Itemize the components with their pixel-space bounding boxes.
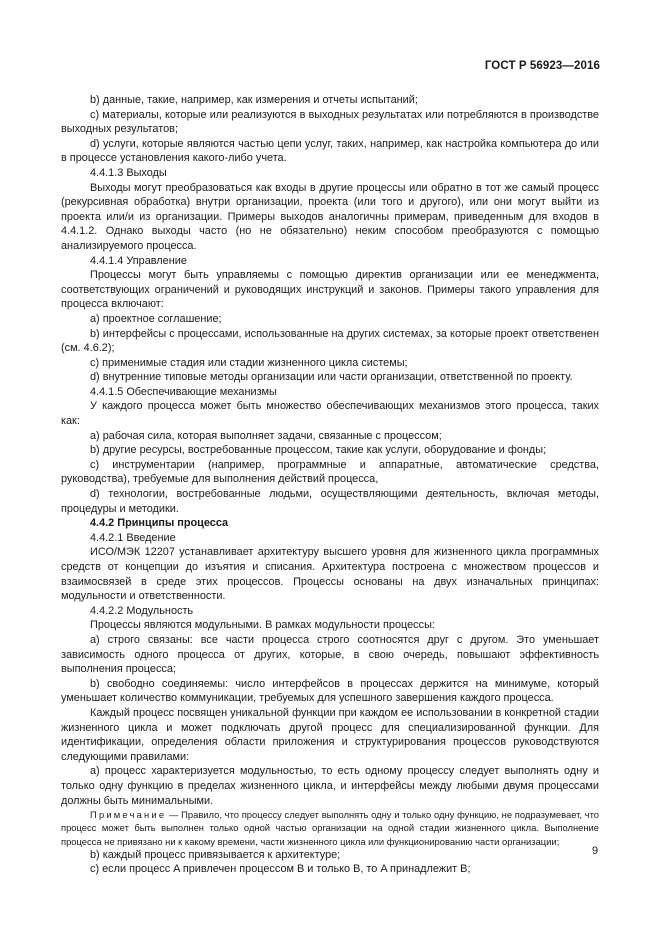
body-paragraph: b) интерфейсы с процессами, использованные на других системах, за которые проект ответственен (см. 4.6.2);: [61, 327, 599, 355]
body-paragraph: c) материалы, которые или реализуются в выходных результатах или потребляются в производстве выходных результатов;: [61, 108, 599, 136]
note-label: Примечание: [90, 809, 167, 821]
body-paragraph: b) свободно соединяемы: число интерфейсов в процессах держится на минимуме, который уменьшает количество коммуникации, требуемых для успешного завершения каждого процесса.: [61, 677, 599, 705]
document-header: ГОСТ Р 56923—2016: [484, 60, 600, 72]
body-paragraph: a) строго связаны: все части процесса строго соотносятся друг с другом. Это уменьшает зависимость одного процесса от других, которые, в свою очередь, повышают эффективность выполнения процесса;: [61, 633, 599, 676]
note-block: [61, 808, 599, 848]
body-paragraph: d) технологии, востребованные людьми, осуществляющими деятельность, включая методы, процедуры и методики.: [61, 488, 599, 515]
body-paragraph: Процессы являются модульными. В рамках модульности процессы:: [90, 619, 435, 632]
page-number: 9: [591, 845, 598, 857]
body-paragraphs-bottom: [61, 848, 599, 877]
body-paragraph: c) инструментарии (например, программные и аппаратные, автоматические средства, руководства), требуемые для выполнения действий процесса,: [61, 458, 599, 486]
section-heading: 4.4.1.5 Обеспечивающие механизмы: [90, 385, 277, 398]
body-paragraph: a) рабочая сила, которая выполняет задачи, связанные с процессом;: [90, 429, 442, 442]
body-paragraph: d) услуги, которые являются частью цепи услуг, таких, например, как настройка компьютера до или в процессе установления какого-либо учета.: [61, 137, 599, 165]
section-heading: 4.4.2 Принципы процесса: [90, 517, 229, 530]
body-paragraph: Каждый процесс посвящен уникальной функции при каждом ее использовании в конкретной стадии жизненного цикла и может подключать другой процесс для специализированной функции. Для идентификации, определения области приложения и структурирования процессов руководствуются следующими правилами:: [61, 706, 599, 763]
section-heading: 4.4.2.2 Модульность: [90, 604, 194, 617]
body-paragraph: c) если процесс A привлечен процессом B и только B, то A принадлежит B;: [90, 863, 471, 876]
body-paragraph: a) проектное соглашение;: [90, 312, 222, 325]
document-body: [61, 93, 599, 877]
body-paragraph: b) каждый процесс привязывается к архитектуре;: [90, 848, 341, 861]
body-paragraph: ИСО/МЭК 12207 устанавливает архитектуру высшего уровня для жизненного цикла программных средств от концепции до изъятия и списания. Архитектура построена с множеством процессов и взаимосвязей в среде этих процессов. Процессы основаны на двух изначальных принципах: модульности и ответственности.: [61, 546, 599, 603]
body-paragraph: Выходы могут преобразоваться как входы в другие процессы или обратно в тот же самый процесс (рекурсивная обработка) внутри организации, проекта (или того и другого), или они могут выйти из проекта или/и из организации. Примеры выходов аналогичны примерам, приведенным для входов в 4.4.1.2. Однако выходы часто (но не обязательно) неким способом преобразуются с помощью анализируемого процесса.: [61, 181, 599, 252]
note-text: — Правило, что процессу следует выполнять одну и только одну функцию, не подразумевает, что процесс может быть выполнен только одной частью организации на одной стадии жизненного цикла. Выполнение процесса не привязано ни к какому времени, части жизненного цикла или функционированию части организации;: [61, 809, 599, 847]
body-paragraph: d) внутренние типовые методы организации или части организации, ответственной по проекту.: [90, 371, 573, 384]
body-paragraph: c) применимые стадия или стадии жизненного цикла системы;: [90, 356, 408, 369]
body-paragraph: b) данные, такие, например, как измерения и отчеты испытаний;: [90, 94, 418, 106]
body-paragraph: a) процесс характеризуется модульностью, то есть одному процессу следует выполнять одну и только одну функцию в пределах жизненного цикла, и интерфейсы между любыми двумя процессами должны быть минимальными.: [61, 765, 599, 807]
body-paragraphs-top: [61, 93, 599, 808]
section-heading: 4.4.1.4 Управление: [90, 254, 187, 267]
body-paragraph: b) другие ресурсы, востребованные процессом, такие как услуги, оборудование и фонды;: [90, 444, 547, 457]
section-heading: 4.4.2.1 Введение: [90, 531, 176, 544]
section-heading: 4.4.1.3 Выходы: [90, 166, 167, 179]
body-paragraph: У каждого процесса может быть множество обеспечивающих механизмов этого процесса, таких как:: [61, 400, 599, 428]
body-paragraph: Процессы могут быть управляемы с помощью директив организации или ее менеджмента, соответствующих ограничений и руководящих инструкций и законов. Примеры такого управления для процесса включают:: [61, 269, 599, 311]
